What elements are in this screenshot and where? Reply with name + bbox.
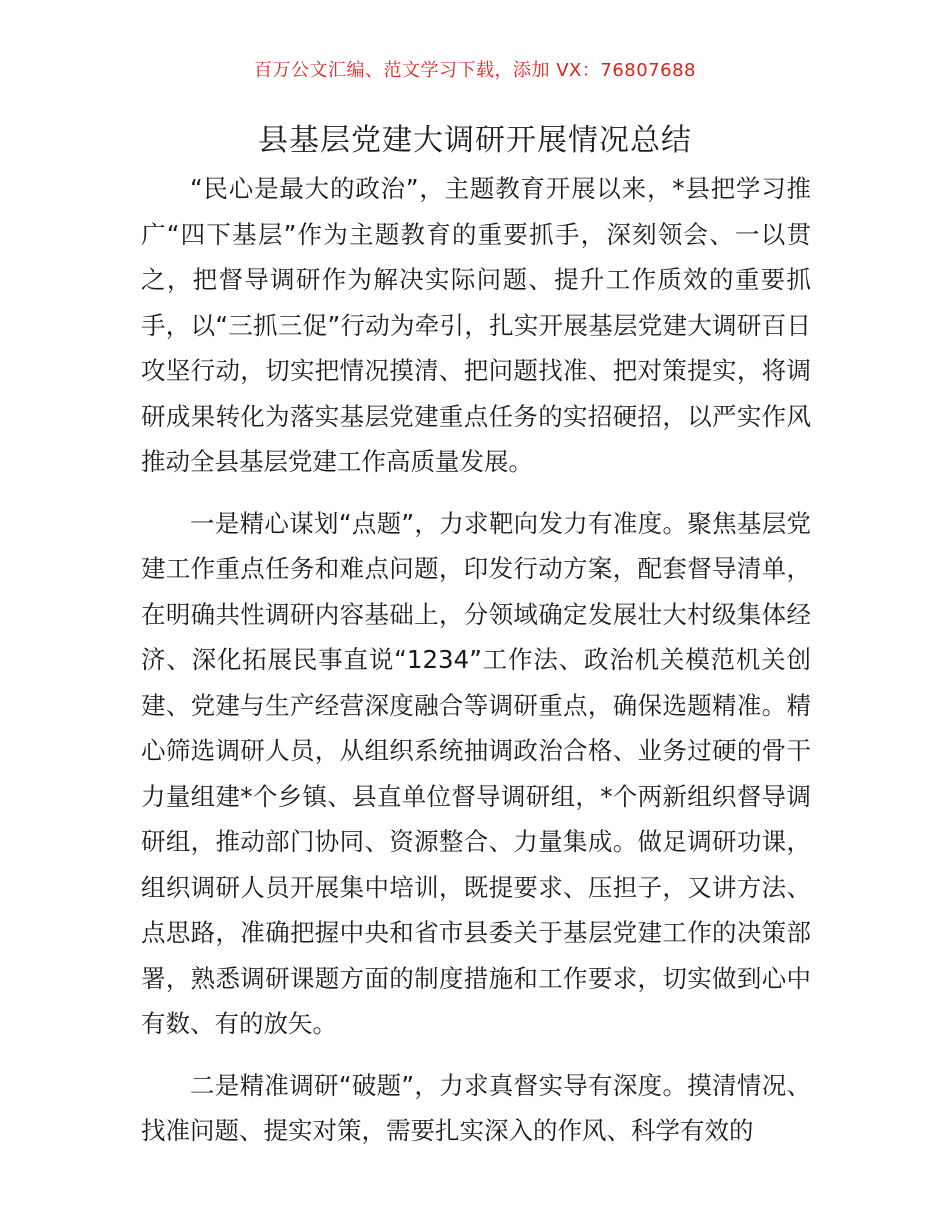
paragraph-section-2: 二是精准调研“破题”，力求真督实导有深度。摸清情况、找准问题、提实对策，需要扎实深入的作风、科学有效的 [141, 1070, 811, 1145]
document-body [141, 166, 811, 1170]
document-title: 县基层党建大调研开展情况总结 [258, 123, 692, 158]
paragraph-section-1: 一是精心谋划“点题”，力求靶向发力有准度。聚焦基层党建工作重点任务和难点问题，印发行动方案，配套督导清单，在明确共性调研内容基础上，分领域确定发展壮大村级集体经济、深化拓展民事直说“1234”工作法、政治机关模范机关创建、党建与生产经营深度融合等调研重点，确保选题精准。精心筛选调研人员，从组织系统抽调政治合格、业务过硬的骨干力量组建*个乡镇、县直单位督导调研组，*个两新组织督导调研组，推动部门协同、资源整合、力量集成。做足调研功课，组织调研人员开展集中培训，既提要求、压担子，又讲方法、点思路，准确把握中央和省市县委关于基层党建工作的决策部署，熟悉调研课题方面的制度措施和工作要求，切实做到心中有数、有的放矢。 [141, 508, 811, 1038]
paragraph-intro: “民心是最大的政治”，主题教育开展以来，*县把学习推广“四下基层”作为主题教育的重要抓手，深刻领会、一以贯之，把督导调研作为解决实际问题、提升工作质效的重要抓手，以“三抓三促”行动为牵引，扎实开展基层党建大调研百日攻坚行动，切实把情况摸清、把问题找准、把对策提实，将调研成果转化为落实基层党建重点任务的实招硬招，以严实作风推动全县基层党建工作高质量发展。 [141, 174, 811, 476]
header-banner: 百万公文汇编、范文学习下载，添加 VX：76807688 [254, 60, 696, 81]
